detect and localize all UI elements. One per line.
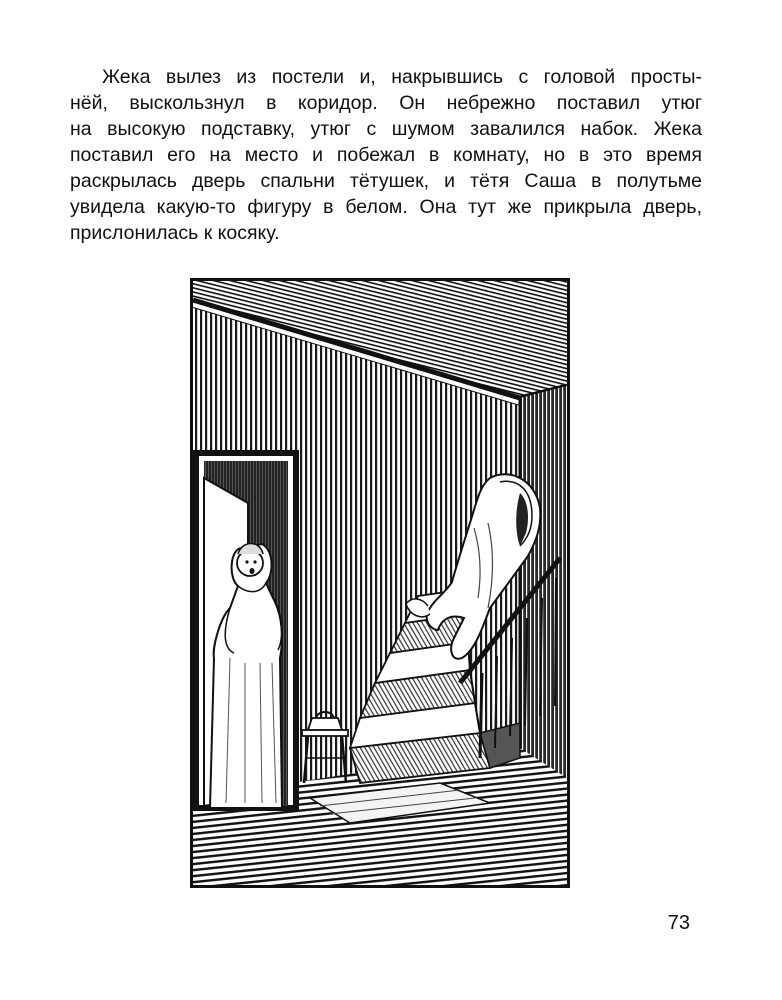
story-paragraph: [70, 64, 702, 246]
story-illustration: [190, 278, 570, 888]
paragraph-line: раскрылась дверь спальни тётушек, и тётя Саша в полутьме: [70, 170, 702, 192]
right-wall: [520, 386, 567, 788]
paragraph-line: поставил его на место и побежал в комнату, но в это время: [70, 144, 702, 166]
paragraph-line: на высокую подставку, утюг с шумом завалился набок. Жека: [70, 118, 702, 140]
illustration-drawing: [190, 278, 570, 888]
paragraph-line: нёй, выскользнул в коридор. Он небрежно поставил утюг: [70, 92, 702, 114]
paragraph-line: Жека вылез из постели и, накрывшись с головой просты-: [102, 66, 702, 88]
paragraph-line: прислонилась к косяку.: [70, 222, 280, 244]
page-number: 73: [667, 912, 690, 934]
paragraph-line: увидела какую-то фигуру в белом. Она тут же прикрыла дверь,: [70, 196, 702, 218]
